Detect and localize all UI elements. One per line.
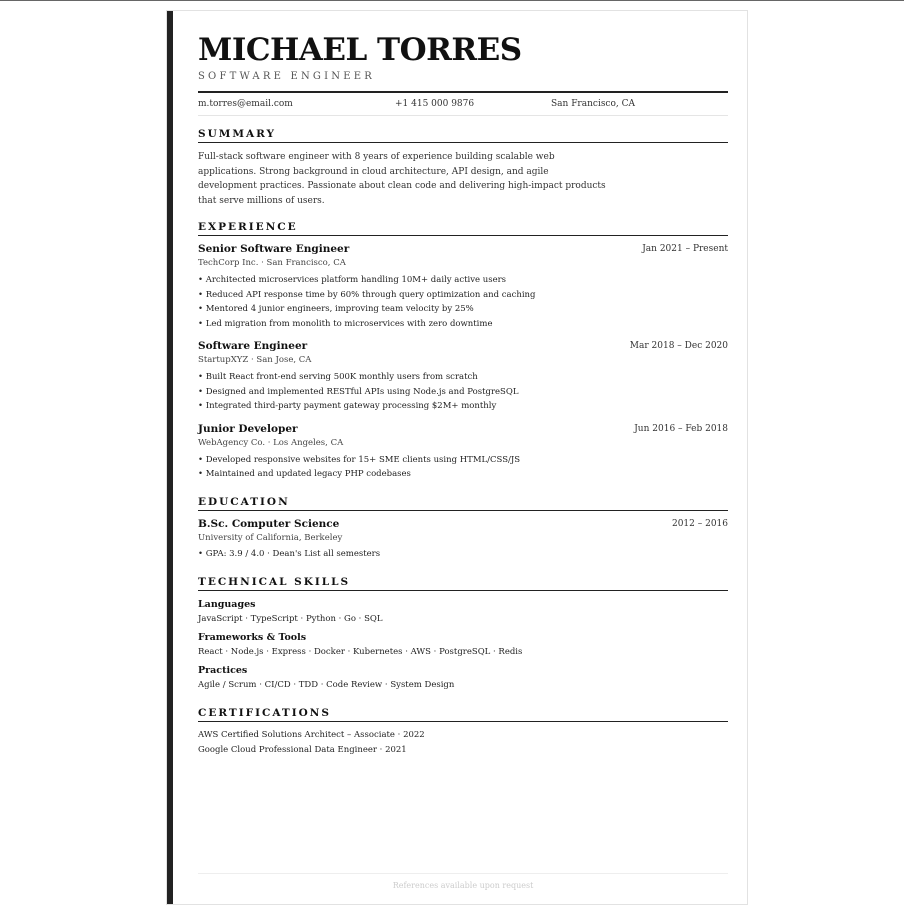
- certification-item: AWS Certified Solutions Architect – Associate · 2022: [198, 730, 425, 740]
- job-bullet: • Built React front-end serving 500K monthly users from scratch: [198, 372, 478, 382]
- skill-group: [198, 631, 728, 659]
- job-header: [198, 338, 728, 354]
- skill-category: Languages: [198, 599, 256, 610]
- education-entry: [198, 516, 728, 562]
- job-bullet: • Maintained and updated legacy PHP codebases: [198, 469, 411, 479]
- job-header: [198, 241, 728, 257]
- section-heading-certifications: CERTIFICATIONS: [198, 706, 728, 722]
- education-dates: 2012 – 2016: [671, 518, 728, 529]
- contact-email[interactable]: m.torres@email.com: [198, 99, 293, 109]
- job-bullet: • Led migration from monolith to microservices with zero downtime: [198, 318, 493, 329]
- footer-note: References available upon request: [198, 873, 728, 890]
- education-header: [198, 516, 728, 532]
- job-bullet: • Integrated third-party payment gateway processing $2M+ monthly: [198, 401, 497, 411]
- candidate-name: MICHAEL TORRES: [198, 32, 522, 68]
- section-heading-experience: EXPERIENCE: [198, 220, 728, 236]
- section-heading-summary: SUMMARY: [198, 127, 728, 143]
- job-bullet: • Developed responsive websites for 15+ SME clients using HTML/CSS/JS: [198, 454, 521, 465]
- contact-divider: [198, 115, 728, 116]
- job-header: [198, 421, 728, 437]
- top-border: [0, 0, 904, 1]
- skill-list: React · Node.js · Express · Docker · Kubernetes · AWS · PostgreSQL · Redis: [198, 647, 523, 657]
- job-bullet: • Mentored 4 junior engineers, improving team velocity by 25%: [198, 304, 474, 314]
- job-bullet: • Architected microservices platform handling 10M+ daily active users: [198, 275, 507, 285]
- job-bullet: • Designed and implemented RESTful APIs using Node.js and PostgreSQL: [198, 386, 519, 397]
- skill-list: Agile / Scrum · CI/CD · TDD · Code Review · System Design: [198, 680, 455, 690]
- school-name: University of California, Berkeley: [198, 532, 343, 543]
- job-title: Software Engineer: [198, 340, 308, 352]
- accent-bar: [167, 11, 173, 904]
- education-detail: • GPA: 3.9 / 4.0 · Dean's List all semesters: [198, 548, 381, 559]
- section-heading-education: EDUCATION: [198, 495, 728, 511]
- job-company: WebAgency Co. · Los Angeles, CA: [198, 437, 344, 448]
- job-company: TechCorp Inc. · San Francisco, CA: [198, 258, 346, 268]
- job-title: Senior Software Engineer: [198, 243, 350, 255]
- candidate-title: SOFTWARE ENGINEER: [198, 71, 375, 82]
- contact-location: San Francisco, CA: [551, 99, 636, 109]
- job-dates: Jun 2016 – Feb 2018: [634, 423, 728, 434]
- section-heading-skills: TECHNICAL SKILLS: [198, 575, 728, 591]
- job-entry: [198, 338, 728, 414]
- resume-content: [198, 33, 728, 757]
- certification-item: Google Cloud Professional Data Engineer · 2021: [198, 744, 407, 755]
- job-title: Junior Developer: [198, 422, 298, 435]
- job-dates: Jan 2021 – Present: [642, 244, 728, 254]
- job-bullet: • Reduced API response time by 60% through query optimization and caching: [198, 289, 536, 300]
- job-entry: [198, 241, 728, 331]
- summary-text: Full-stack software engineer with 8 years of experience building scalable web applications. Strong background in cloud architecture, API design, and agile development practices. Passionate about clean code and delivering high-impact products that serve millions of users.: [198, 152, 606, 206]
- skill-category: Practices: [198, 665, 248, 676]
- skill-category: Frameworks & Tools: [198, 632, 307, 643]
- degree-title: B.Sc. Computer Science: [198, 517, 340, 530]
- job-company: StartupXYZ · San Jose, CA: [198, 355, 312, 365]
- job-entry: [198, 421, 728, 482]
- resume-page: [166, 10, 748, 905]
- contact-row: [198, 93, 728, 115]
- skill-group: [198, 598, 728, 626]
- skill-group: [198, 664, 728, 692]
- job-dates: Mar 2018 – Dec 2020: [629, 341, 728, 351]
- skill-list: JavaScript · TypeScript · Python · Go · SQL: [198, 614, 383, 624]
- contact-phone[interactable]: +1 415 000 9876: [395, 99, 475, 109]
